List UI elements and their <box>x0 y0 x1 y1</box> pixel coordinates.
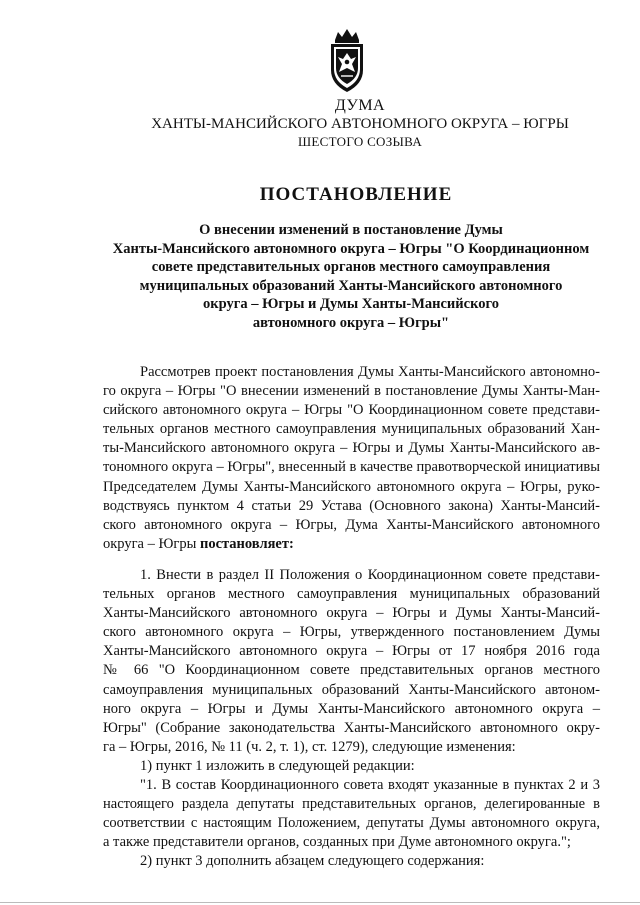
resolution-keyword: постановляет: <box>199 535 294 552</box>
text-line: ты-Мансийского автономного округа – Югры и Думы Ханты-Мансийского ав- <box>103 440 600 457</box>
document-title <box>96 221 606 332</box>
text-line: № 66 "О Координационном совете представительных органов местного <box>103 662 600 679</box>
text-line: Ханты-Мансийского автономного округа – Югры от 17 ноября 2016 года <box>103 643 600 660</box>
text-line: "1. В состав Координационного совета входят указанные в пунктах 2 и 3 <box>140 777 600 794</box>
text-line: 2) пункт 3 дополнить абзацем следующего содержания: <box>140 853 485 870</box>
text-line: 1) пункт 1 изложить в следующей редакции: <box>140 757 415 774</box>
title-line: Ханты-Мансийского автономного округа – Югры "О Координационном <box>112 240 590 257</box>
text-line: тельных органов местного самоуправления муниципальных образований Хан- <box>103 421 600 438</box>
text-line: 1. Внести в раздел II Положения о Координационном совете представи- <box>140 567 600 583</box>
text-line <box>103 535 600 554</box>
title-line: совете представительных органов местного самоуправления <box>151 259 551 275</box>
text-line: га – Югры, 2016, № 11 (ч. 2, т. 1), ст. 1279), следующие изменения: <box>103 738 516 755</box>
text-line: ного округа – Югры и Думы Ханты-Мансийского автономного округа – <box>103 700 600 717</box>
body-paragraph <box>103 566 600 872</box>
text-line: Рассмотрев проект постановления Думы Ханты-Мансийского автономно- <box>140 364 600 380</box>
text-line: ского автономного округа – Югры, Дума Ханты-Мансийского автономного <box>103 516 600 533</box>
text-line: настоящего раздела депутаты представительных органов, делегированные в <box>103 796 600 813</box>
text-span: округа – Югры <box>103 535 197 552</box>
org-convocation: ШЕСТОГО СОЗЫВА <box>297 134 423 149</box>
text-line: Ханты-Мансийского автономного округа – Югры и Думы Ханты-Мансий- <box>103 605 600 622</box>
title-line: автономного округа – Югры" <box>252 314 450 331</box>
text-line: самоуправления муниципальных образований Ханты-Мансийского автоном- <box>103 681 600 698</box>
text-line: ского автономного округа – Югры, утвержденного постановлением Думы <box>103 624 600 641</box>
text-line: соответствии с настоящим Положением, депутаты Думы автономного округа, <box>103 815 600 832</box>
preamble-paragraph <box>103 363 600 554</box>
text-line: Югры" (Собрание законодательства Ханты-Мансийского автономного окру- <box>103 719 600 736</box>
text-line: го округа – Югры "О внесении изменений в постановление Думы Ханты-Ман- <box>103 383 600 400</box>
text-line: водствуясь пунктом 4 статьи 29 Устава (Основного закона) Ханты-Мансий- <box>103 497 600 514</box>
text-line: тономного округа – Югры", внесенный в качестве правотворческой инициативы <box>103 459 600 476</box>
org-name-region: ХАНТЫ-МАНСИЙСКОГО АВТОНОМНОГО ОКРУГА – ЮГРЫ <box>151 116 569 132</box>
text-line: Председателем Думы Ханты-Мансийского автономного округа – Югры, руко- <box>103 478 600 495</box>
text-line: тельных органов местного самоуправления муниципальных образований <box>103 586 600 603</box>
title-line: О внесении изменений в постановление Думы <box>199 222 503 238</box>
text-line: сийского автономного округа – Югры "О Координационном совете представи- <box>103 402 600 419</box>
page-bottom-edge <box>0 902 640 903</box>
text-line: а также представители органов, созданных при Думе автономного округа."; <box>103 834 571 851</box>
title-line: муниципальных образований Ханты-Мансийского автономного <box>139 277 563 294</box>
coat-of-arms-emblem <box>325 26 369 96</box>
document-type-heading: ПОСТАНОВЛЕНИЕ <box>259 184 453 205</box>
title-line: округа – Югры и Думы Ханты-Мансийского <box>203 296 499 312</box>
org-name-duma: ДУМА <box>334 97 386 114</box>
